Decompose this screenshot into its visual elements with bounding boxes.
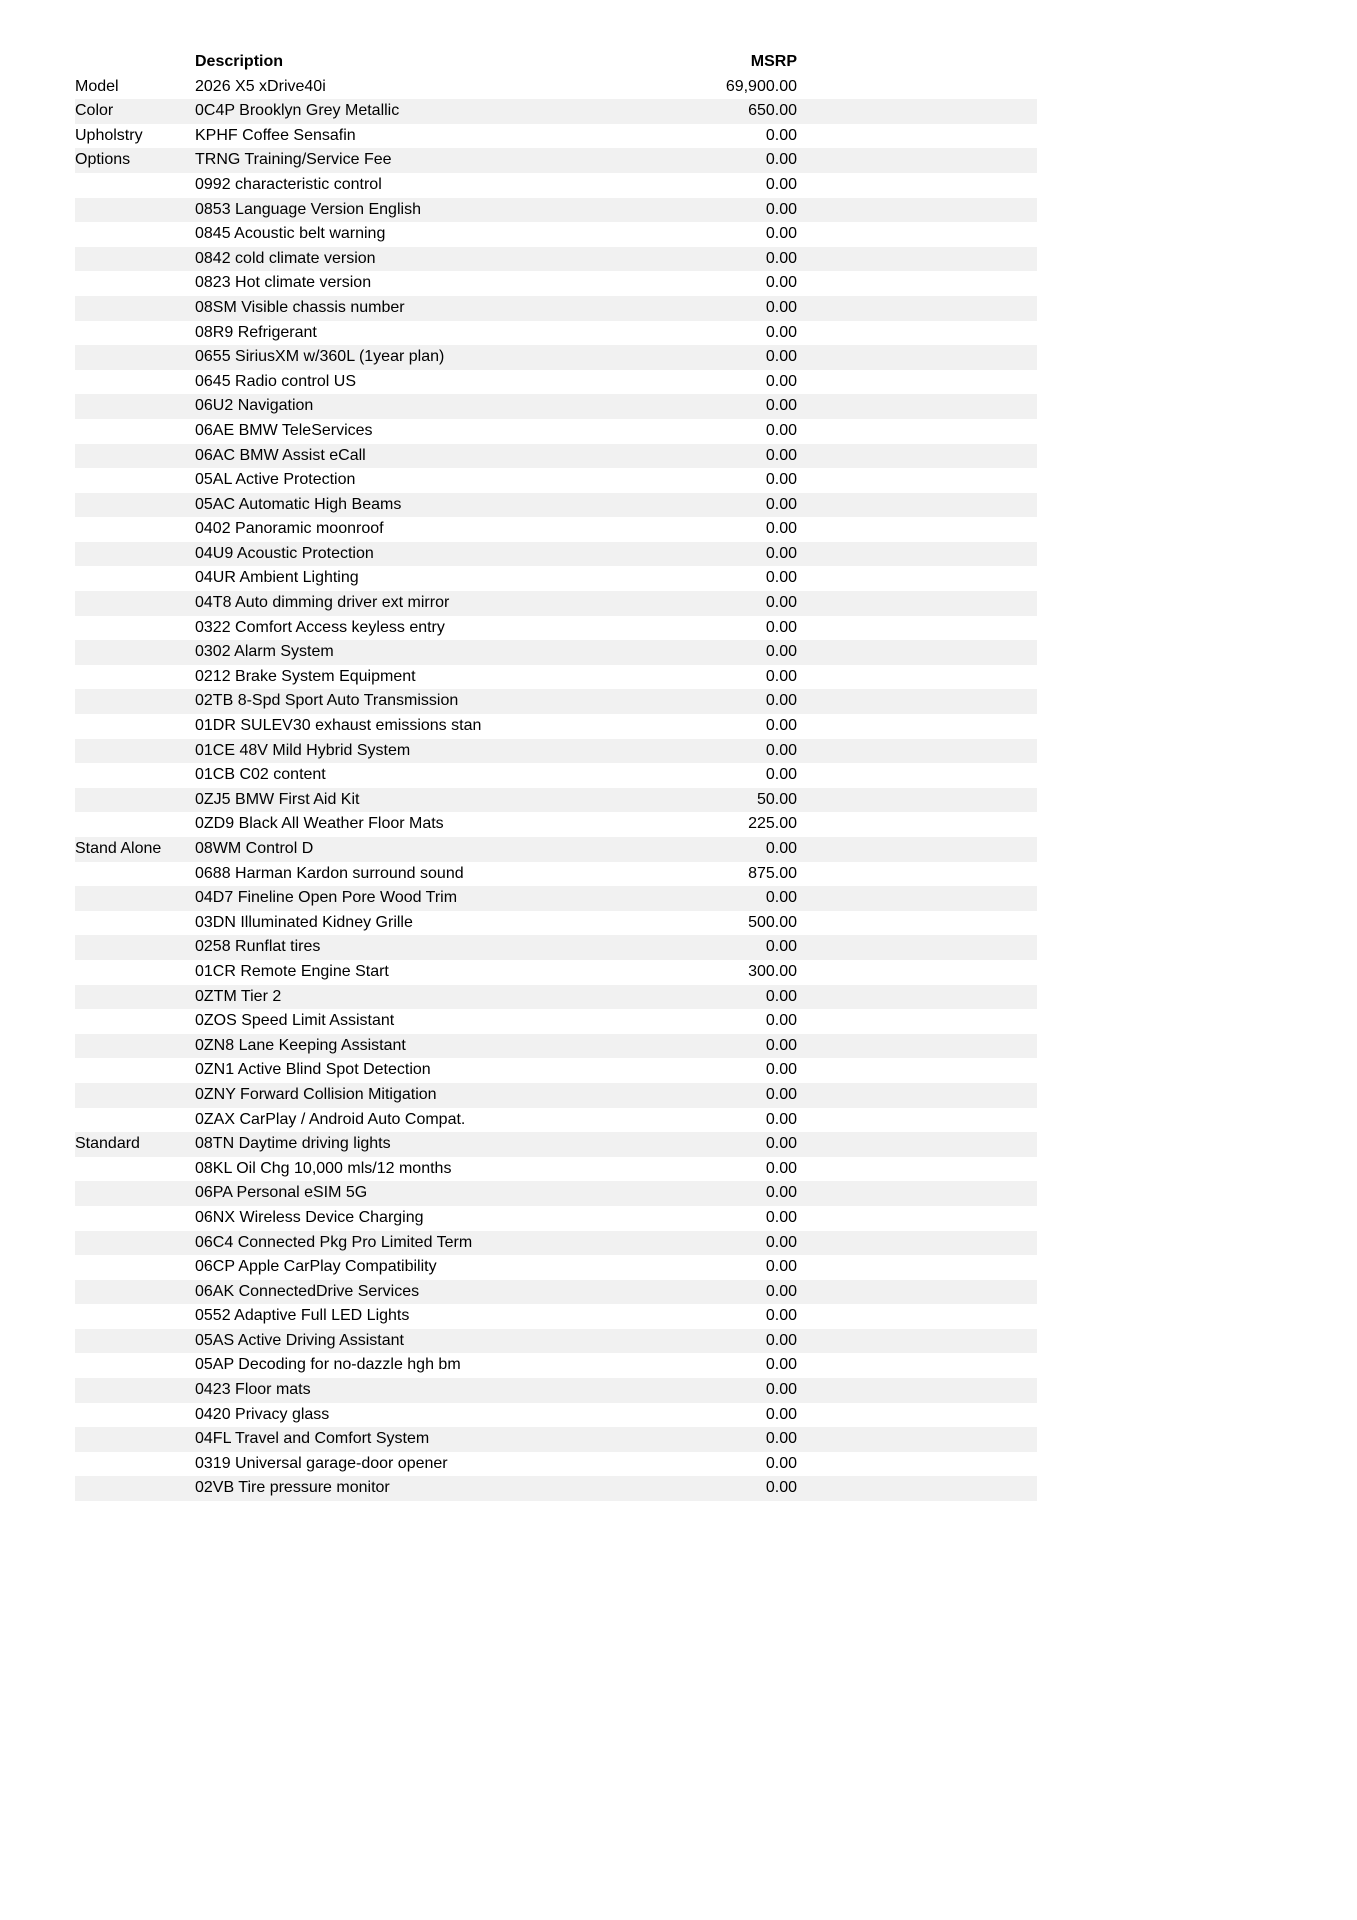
msrp-cell: 0.00 xyxy=(765,372,797,390)
filler-cell xyxy=(797,247,1037,272)
table-row xyxy=(75,1353,1037,1378)
category-cell xyxy=(75,665,195,690)
description-cell: 04T8 Auto dimming driver ext mirror xyxy=(195,594,450,612)
filler-cell xyxy=(797,1108,1037,1133)
table-row xyxy=(75,714,1037,739)
filler-cell xyxy=(797,591,1037,616)
msrp-cell: 0.00 xyxy=(765,1233,797,1251)
msrp-cell: 0.00 xyxy=(765,274,797,292)
msrp-cell: 0.00 xyxy=(765,1331,797,1349)
category-cell xyxy=(75,960,195,985)
msrp-cell: 0.00 xyxy=(765,1061,797,1079)
category-cell xyxy=(75,198,195,223)
category-cell xyxy=(75,1034,195,1059)
table-row xyxy=(75,1476,1037,1501)
filler-cell xyxy=(797,911,1037,936)
table-row xyxy=(75,911,1037,936)
category-cell xyxy=(75,616,195,641)
filler-cell xyxy=(797,222,1037,247)
category-cell xyxy=(75,271,195,296)
filler-cell xyxy=(797,1083,1037,1108)
msrp-cell: 0.00 xyxy=(765,1208,797,1226)
filler-cell xyxy=(797,124,1037,149)
category-cell xyxy=(75,247,195,272)
msrp-cell: 0.00 xyxy=(765,1036,797,1054)
table-row xyxy=(75,1231,1037,1256)
category-cell xyxy=(75,862,195,887)
category-cell xyxy=(75,788,195,813)
description-cell: 2026 X5 xDrive40i xyxy=(195,77,326,95)
msrp-cell: 0.00 xyxy=(765,1135,797,1153)
msrp-cell: 0.00 xyxy=(765,200,797,218)
header-row xyxy=(75,50,1037,75)
category-cell xyxy=(75,321,195,346)
table-row xyxy=(75,1058,1037,1083)
category-cell xyxy=(75,1108,195,1133)
filler-cell xyxy=(797,394,1037,419)
msrp-cell: 50.00 xyxy=(756,790,797,808)
filler-cell xyxy=(797,812,1037,837)
description-cell: 01CB C02 content xyxy=(195,766,326,784)
msrp-cell: 0.00 xyxy=(765,446,797,464)
category-cell xyxy=(75,1476,195,1501)
description-cell: 06CP Apple CarPlay Compatibility xyxy=(195,1258,437,1276)
category-cell: Color xyxy=(75,102,114,120)
description-cell: 0ZN8 Lane Keeping Assistant xyxy=(195,1036,406,1054)
description-cell: 0423 Floor mats xyxy=(195,1381,311,1399)
table-row xyxy=(75,247,1037,272)
msrp-cell: 0.00 xyxy=(765,1085,797,1103)
filler-cell xyxy=(797,862,1037,887)
category-cell xyxy=(75,345,195,370)
filler-cell xyxy=(797,960,1037,985)
category-cell: Model xyxy=(75,77,119,95)
filler-cell xyxy=(797,1452,1037,1477)
msrp-column-header: MSRP xyxy=(625,50,797,75)
filler-cell xyxy=(797,739,1037,764)
filler-cell xyxy=(797,99,1037,124)
msrp-cell: 500.00 xyxy=(748,913,797,931)
description-cell: 01DR SULEV30 exhaust emissions stan xyxy=(195,717,482,735)
description-cell: 06AK ConnectedDrive Services xyxy=(195,1282,420,1300)
msrp-cell: 0.00 xyxy=(765,1479,797,1497)
description-cell: 0ZN1 Active Blind Spot Detection xyxy=(195,1061,431,1079)
category-cell xyxy=(75,1427,195,1452)
msrp-cell: 0.00 xyxy=(765,667,797,685)
msrp-cell: 0.00 xyxy=(765,840,797,857)
description-cell: 04U9 Acoustic Protection xyxy=(195,544,374,562)
category-cell xyxy=(75,517,195,542)
category-cell: Standard xyxy=(75,1135,140,1153)
description-cell: 0823 Hot climate version xyxy=(195,274,372,292)
filler-column-header xyxy=(797,50,1037,75)
description-cell: 0ZD9 Black All Weather Floor Mats xyxy=(195,815,444,833)
category-cell xyxy=(75,222,195,247)
msrp-cell: 0.00 xyxy=(765,495,797,513)
table-row xyxy=(75,345,1037,370)
table-row xyxy=(75,935,1037,960)
table-row xyxy=(75,837,1037,862)
msrp-cell: 0.00 xyxy=(765,126,797,144)
category-cell xyxy=(75,689,195,714)
msrp-cell: 0.00 xyxy=(765,1381,797,1399)
description-cell: 05AP Decoding for no-dazzle hgh bm xyxy=(195,1356,461,1374)
filler-cell xyxy=(797,886,1037,911)
description-cell: 06PA Personal eSIM 5G xyxy=(195,1184,368,1202)
table-row xyxy=(75,271,1037,296)
description-cell: 08R9 Refrigerant xyxy=(195,323,317,341)
category-cell xyxy=(75,911,195,936)
filler-cell xyxy=(797,616,1037,641)
table-row xyxy=(75,148,1037,173)
table-row xyxy=(75,566,1037,591)
category-cell xyxy=(75,640,195,665)
filler-cell xyxy=(797,1206,1037,1231)
category-cell xyxy=(75,173,195,198)
table-row xyxy=(75,862,1037,887)
filler-cell xyxy=(797,419,1037,444)
category-cell xyxy=(75,812,195,837)
table-row xyxy=(75,124,1037,149)
description-cell: 0655 SiriusXM w/360L (1year plan) xyxy=(195,348,445,366)
msrp-cell: 0.00 xyxy=(765,938,797,956)
table-row xyxy=(75,419,1037,444)
filler-cell xyxy=(797,665,1037,690)
filler-cell xyxy=(797,271,1037,296)
category-cell xyxy=(75,591,195,616)
category-cell xyxy=(75,1009,195,1034)
category-cell: Options xyxy=(75,151,131,169)
table-row xyxy=(75,370,1037,395)
description-cell: 06AE BMW TeleServices xyxy=(195,421,373,439)
msrp-cell: 0.00 xyxy=(765,1307,797,1325)
table-row xyxy=(75,296,1037,321)
description-cell: 06NX Wireless Device Charging xyxy=(195,1208,424,1226)
filler-cell xyxy=(797,1353,1037,1378)
description-column-header: Description xyxy=(195,50,625,75)
table-row xyxy=(75,444,1037,469)
filler-cell xyxy=(797,1378,1037,1403)
table-row xyxy=(75,640,1037,665)
filler-cell xyxy=(797,566,1037,591)
filler-cell xyxy=(797,345,1037,370)
table-row xyxy=(75,1034,1037,1059)
description-cell: 0258 Runflat tires xyxy=(195,938,321,956)
description-cell: 08SM Visible chassis number xyxy=(195,298,405,316)
category-cell xyxy=(75,985,195,1010)
category-cell xyxy=(75,468,195,493)
category-cell xyxy=(75,542,195,567)
description-cell: 0842 cold climate version xyxy=(195,249,376,267)
filler-cell xyxy=(797,493,1037,518)
table-row xyxy=(75,689,1037,714)
filler-cell xyxy=(797,788,1037,813)
msrp-cell: 0.00 xyxy=(765,421,797,439)
category-column-header xyxy=(75,50,195,75)
category-cell xyxy=(75,739,195,764)
description-cell: 0ZOS Speed Limit Assistant xyxy=(195,1012,395,1030)
table-row xyxy=(75,1132,1037,1157)
msrp-cell: 0.00 xyxy=(765,1184,797,1202)
msrp-cell: 0.00 xyxy=(765,717,797,735)
description-cell: 0645 Radio control US xyxy=(195,372,356,390)
category-cell xyxy=(75,1181,195,1206)
category-cell xyxy=(75,566,195,591)
table-row xyxy=(75,394,1037,419)
msrp-cell: 300.00 xyxy=(748,962,797,980)
category-cell xyxy=(75,886,195,911)
table-row xyxy=(75,665,1037,690)
filler-cell xyxy=(797,1280,1037,1305)
table-row xyxy=(75,1181,1037,1206)
category-cell xyxy=(75,296,195,321)
category-cell xyxy=(75,493,195,518)
category-cell xyxy=(75,1058,195,1083)
category-cell xyxy=(75,1157,195,1182)
msrp-cell: 0.00 xyxy=(765,225,797,243)
description-cell: KPHF Coffee Sensafin xyxy=(195,126,356,144)
msrp-cell: 0.00 xyxy=(765,594,797,612)
msrp-cell: 0.00 xyxy=(765,643,797,661)
filler-cell xyxy=(797,1157,1037,1182)
category-cell xyxy=(75,1280,195,1305)
category-cell xyxy=(75,1403,195,1428)
description-cell: 02VB Tire pressure monitor xyxy=(195,1479,390,1497)
filler-cell xyxy=(797,542,1037,567)
msrp-cell: 0.00 xyxy=(765,323,797,341)
msrp-cell: 0.00 xyxy=(765,1430,797,1448)
table-row xyxy=(75,1403,1037,1428)
filler-cell xyxy=(797,1476,1037,1501)
filler-cell xyxy=(797,935,1037,960)
table-row xyxy=(75,1452,1037,1477)
table-row xyxy=(75,763,1037,788)
msrp-cell: 0.00 xyxy=(765,1282,797,1300)
msrp-cell: 875.00 xyxy=(748,864,797,882)
msrp-cell: 0.00 xyxy=(765,1110,797,1128)
description-cell: 06AC BMW Assist eCall xyxy=(195,446,366,464)
description-cell: 06U2 Navigation xyxy=(195,397,314,415)
msrp-cell: 0.00 xyxy=(765,692,797,710)
filler-cell xyxy=(797,1009,1037,1034)
table-row xyxy=(75,222,1037,247)
table-row xyxy=(75,1108,1037,1133)
msrp-cell: 69,900.00 xyxy=(725,77,797,95)
category-cell xyxy=(75,1378,195,1403)
filler-cell xyxy=(797,173,1037,198)
filler-cell xyxy=(797,198,1037,223)
description-cell: 04FL Travel and Comfort System xyxy=(195,1430,430,1448)
msrp-cell: 0.00 xyxy=(765,1454,797,1472)
filler-cell xyxy=(797,1427,1037,1452)
table-row xyxy=(75,1304,1037,1329)
filler-cell xyxy=(797,75,1037,100)
msrp-cell: 0.00 xyxy=(765,1012,797,1030)
filler-cell xyxy=(797,1132,1037,1157)
filler-cell xyxy=(797,1034,1037,1059)
msrp-cell: 0.00 xyxy=(765,569,797,587)
description-cell: 0ZJ5 BMW First Aid Kit xyxy=(195,790,360,808)
msrp-cell: 0.00 xyxy=(765,1159,797,1177)
table-row xyxy=(75,960,1037,985)
table-row xyxy=(75,1378,1037,1403)
description-cell: 0402 Panoramic moonroof xyxy=(195,520,384,538)
table-row xyxy=(75,1083,1037,1108)
table-row xyxy=(75,812,1037,837)
description-cell: 0C4P Brooklyn Grey Metallic xyxy=(195,102,400,120)
table-row xyxy=(75,591,1037,616)
description-cell: 0212 Brake System Equipment xyxy=(195,667,416,685)
msrp-cell: 0.00 xyxy=(765,766,797,784)
msrp-cell: 0.00 xyxy=(765,249,797,267)
filler-cell xyxy=(797,763,1037,788)
msrp-cell: 0.00 xyxy=(765,298,797,316)
msrp-cell: 0.00 xyxy=(765,741,797,759)
category-cell xyxy=(75,1452,195,1477)
category-cell xyxy=(75,1255,195,1280)
category-cell xyxy=(75,1353,195,1378)
filler-cell xyxy=(797,296,1037,321)
table-row xyxy=(75,788,1037,813)
description-cell: 05AS Active Driving Assistant xyxy=(195,1331,404,1349)
filler-cell xyxy=(797,1231,1037,1256)
description-cell: 06C4 Connected Pkg Pro Limited Term xyxy=(195,1233,473,1251)
msrp-cell: 0.00 xyxy=(765,471,797,489)
description-cell: 05AC Automatic High Beams xyxy=(195,495,402,513)
description-cell: 04UR Ambient Lighting xyxy=(195,569,359,587)
description-cell: 0853 Language Version English xyxy=(195,200,421,218)
table-row xyxy=(75,321,1037,346)
table-row xyxy=(75,1206,1037,1231)
table-row xyxy=(75,1009,1037,1034)
category-cell xyxy=(75,1206,195,1231)
category-cell xyxy=(75,444,195,469)
description-cell: 0302 Alarm System xyxy=(195,643,334,661)
table-row xyxy=(75,1427,1037,1452)
msrp-cell: 0.00 xyxy=(765,1405,797,1423)
filler-cell xyxy=(797,837,1037,862)
description-cell: 04D7 Fineline Open Pore Wood Trim xyxy=(195,889,458,907)
msrp-cell: 0.00 xyxy=(765,987,797,1005)
table-row xyxy=(75,1157,1037,1182)
category-cell xyxy=(75,763,195,788)
category-cell xyxy=(75,1329,195,1354)
filler-cell xyxy=(797,468,1037,493)
description-cell: 03DN Illuminated Kidney Grille xyxy=(195,913,413,931)
msrp-cell: 225.00 xyxy=(748,815,797,833)
description-cell: 0845 Acoustic belt warning xyxy=(195,225,386,243)
description-cell: TRNG Training/Service Fee xyxy=(195,151,392,169)
filler-cell xyxy=(797,1329,1037,1354)
category-cell xyxy=(75,1083,195,1108)
description-cell: 01CE 48V Mild Hybrid System xyxy=(195,741,411,759)
options-table-header xyxy=(75,50,1037,75)
msrp-cell: 650.00 xyxy=(748,102,797,120)
description-cell: 08TN Daytime driving lights xyxy=(195,1135,391,1153)
category-cell xyxy=(75,935,195,960)
msrp-cell: 0.00 xyxy=(765,520,797,538)
description-cell: 0992 characteristic control xyxy=(195,175,382,193)
filler-cell xyxy=(797,985,1037,1010)
table-row xyxy=(75,1280,1037,1305)
description-cell: 0552 Adaptive Full LED Lights xyxy=(195,1307,410,1325)
msrp-cell: 0.00 xyxy=(765,175,797,193)
table-row xyxy=(75,1255,1037,1280)
table-row xyxy=(75,739,1037,764)
category-cell xyxy=(75,1304,195,1329)
description-cell: 0319 Universal garage-door opener xyxy=(195,1454,448,1472)
msrp-cell: 0.00 xyxy=(765,151,797,169)
table-row xyxy=(75,517,1037,542)
table-row xyxy=(75,985,1037,1010)
msrp-cell: 0.00 xyxy=(765,544,797,562)
category-cell: Stand Alone xyxy=(75,840,162,857)
category-cell xyxy=(75,1231,195,1256)
filler-cell xyxy=(797,1181,1037,1206)
table-row xyxy=(75,75,1037,100)
filler-cell xyxy=(797,517,1037,542)
table-row xyxy=(75,616,1037,641)
filler-cell xyxy=(797,1058,1037,1083)
description-cell: 0ZTM Tier 2 xyxy=(195,987,282,1005)
table-row xyxy=(75,99,1037,124)
table-row xyxy=(75,198,1037,223)
filler-cell xyxy=(797,1304,1037,1329)
category-cell xyxy=(75,419,195,444)
category-cell xyxy=(75,394,195,419)
table-row xyxy=(75,173,1037,198)
filler-cell xyxy=(797,640,1037,665)
msrp-cell: 0.00 xyxy=(765,889,797,907)
filler-cell xyxy=(797,444,1037,469)
description-cell: 02TB 8-Spd Sport Auto Transmission xyxy=(195,692,459,710)
filler-cell xyxy=(797,1255,1037,1280)
msrp-cell: 0.00 xyxy=(765,1258,797,1276)
description-cell: 0322 Comfort Access keyless entry xyxy=(195,618,445,636)
table-row xyxy=(75,493,1037,518)
msrp-cell: 0.00 xyxy=(765,618,797,636)
options-table-body xyxy=(75,75,1037,1501)
filler-cell xyxy=(797,321,1037,346)
description-cell: 08WM Control D xyxy=(195,840,314,857)
description-cell: 01CR Remote Engine Start xyxy=(195,962,389,980)
category-cell xyxy=(75,370,195,395)
filler-cell xyxy=(797,1403,1037,1428)
description-cell: 0ZNY Forward Collision Mitigation xyxy=(195,1085,437,1103)
table-row xyxy=(75,1329,1037,1354)
description-cell: 0688 Harman Kardon surround sound xyxy=(195,864,464,882)
category-cell: Upholstry xyxy=(75,126,143,144)
table-row xyxy=(75,886,1037,911)
msrp-cell: 0.00 xyxy=(765,348,797,366)
filler-cell xyxy=(797,714,1037,739)
description-cell: 0420 Privacy glass xyxy=(195,1405,330,1423)
category-cell xyxy=(75,714,195,739)
filler-cell xyxy=(797,370,1037,395)
filler-cell xyxy=(797,689,1037,714)
table-row xyxy=(75,468,1037,493)
options-table xyxy=(75,50,1037,1501)
description-cell: 05AL Active Protection xyxy=(195,471,356,489)
table-row xyxy=(75,542,1037,567)
description-cell: 08KL Oil Chg 10,000 mls/12 months xyxy=(195,1159,452,1177)
vehicle-options-sheet xyxy=(75,50,1037,1501)
msrp-cell: 0.00 xyxy=(765,397,797,415)
description-cell: 0ZAX CarPlay / Android Auto Compat. xyxy=(195,1110,466,1128)
filler-cell xyxy=(797,148,1037,173)
msrp-cell: 0.00 xyxy=(765,1356,797,1374)
